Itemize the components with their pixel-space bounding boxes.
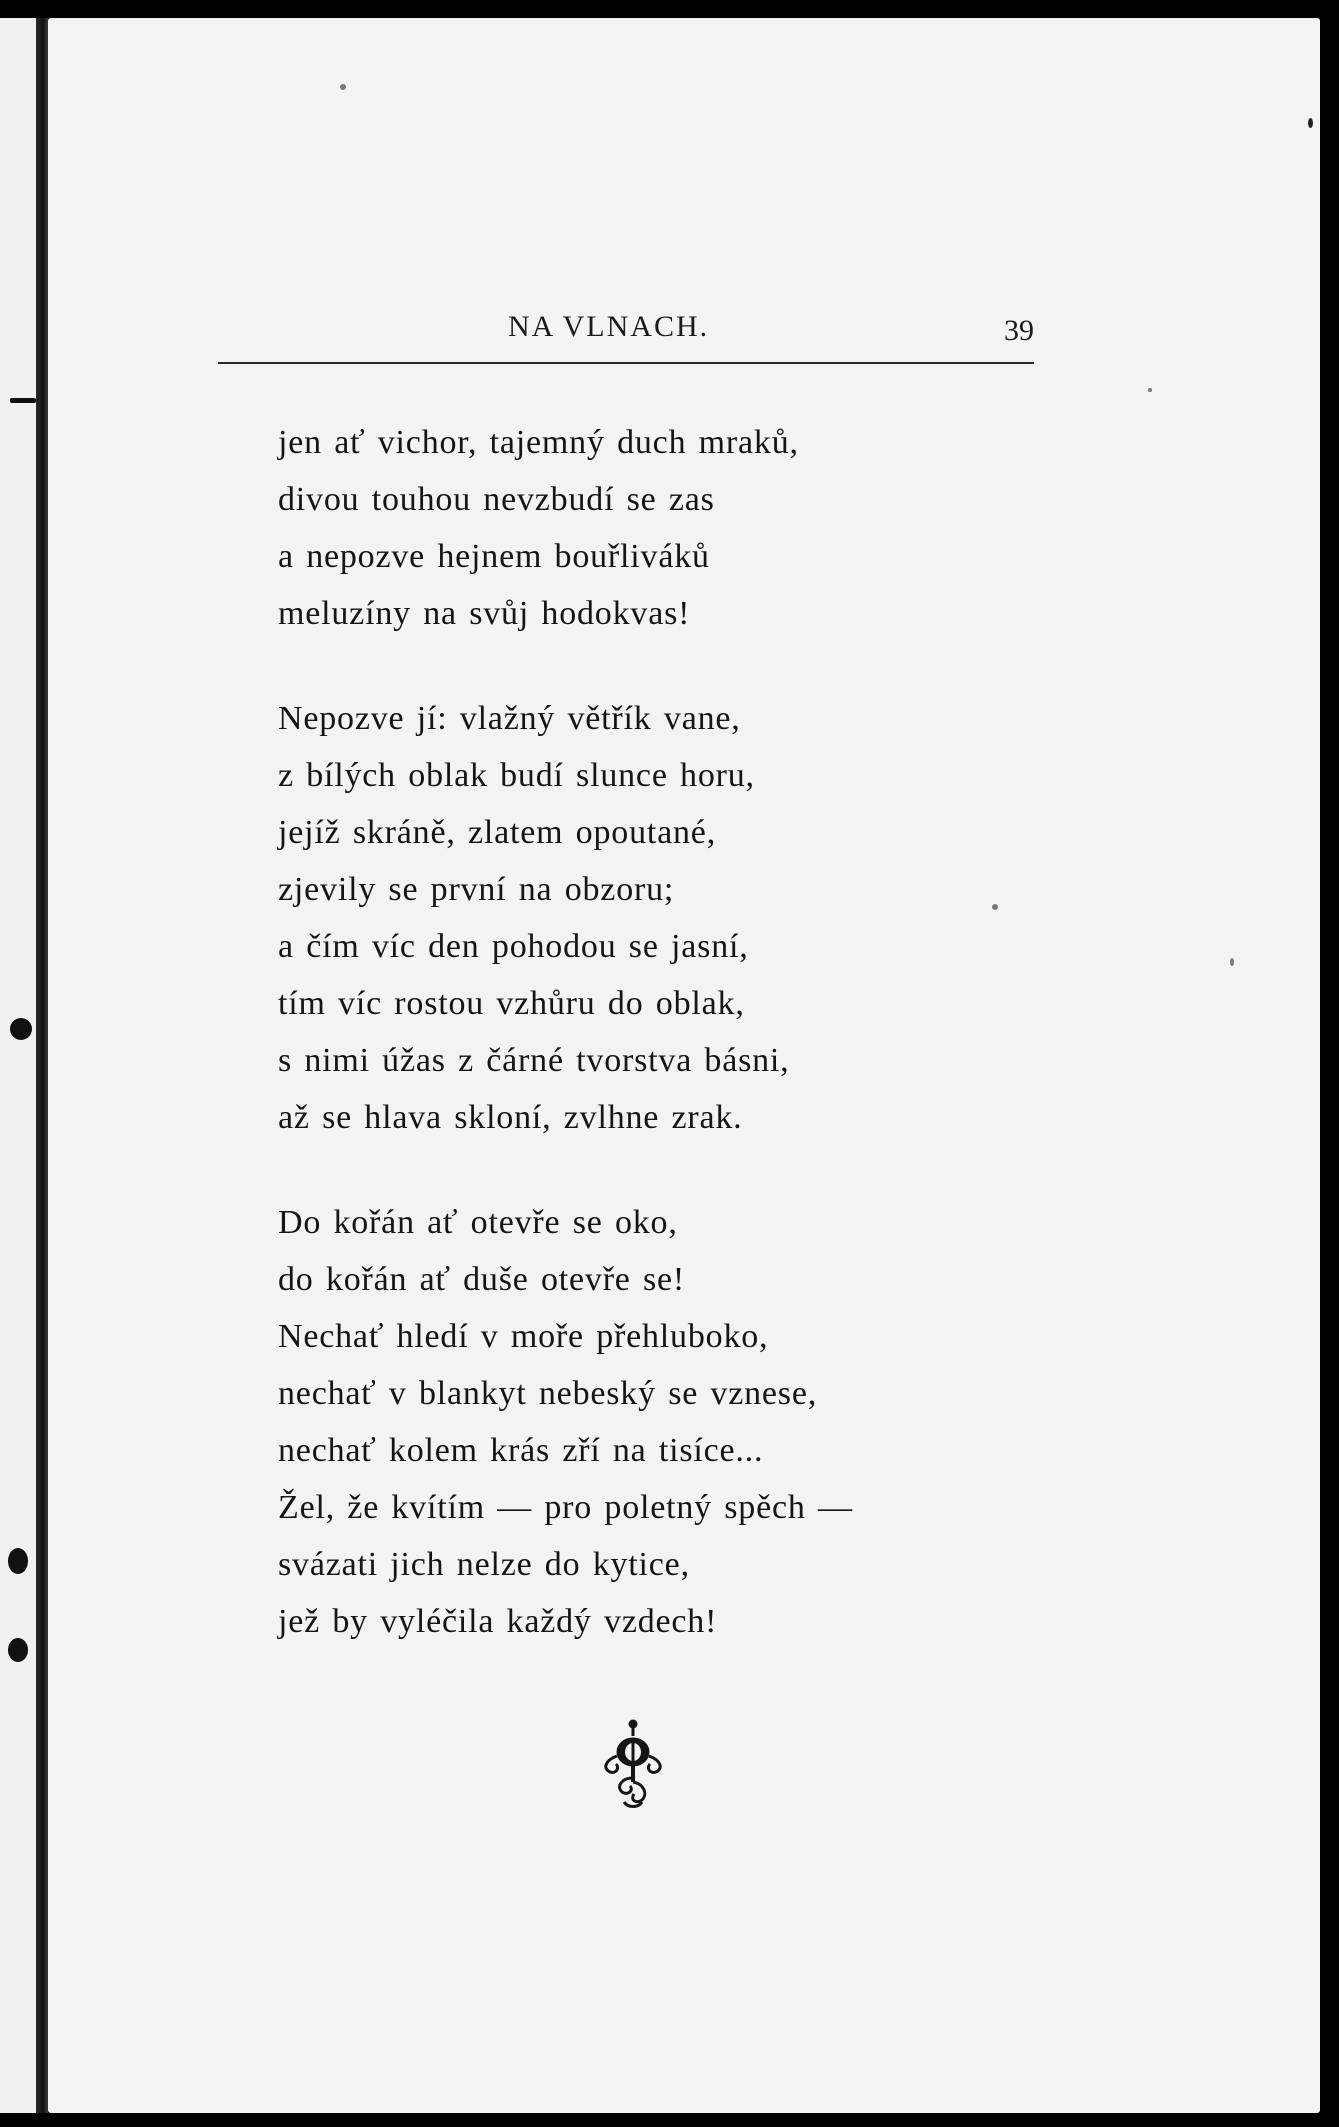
verse-line: nechať v blankyt nebeský se vznese, [278,1375,818,1412]
verse-line: Nepozve jí: vlažný větřík vane, [278,700,741,737]
verse-line: jež by vyléčila každý vzdech! [278,1603,718,1640]
page-number: 39 [1004,314,1034,347]
verse-line: svázati jich nelze do kytice, [278,1546,690,1583]
verse-line: jen ať vichor, tajemný duch mraků, [278,424,799,461]
running-header [218,310,1034,360]
paper-speck [992,904,998,910]
verse-line: divou touhou nevzbudí se zas [278,481,715,518]
paper-speck [1148,388,1152,392]
verse-line: tím víc rostou vzhůru do oblak, [278,985,745,1022]
ink-blot [10,1018,32,1040]
ink-blot [8,1548,28,1574]
verse-line: Žel, že kvítím — pro poletný spěch — [278,1489,853,1526]
header-rule [218,362,1034,364]
verse-line: a čím víc den pohodou se jasní, [278,928,749,965]
verse-line: jejíž skráně, zlatem opoutané, [278,814,716,851]
verse-line: a nepozve hejnem bouřliváků [278,538,710,575]
paper-speck [1230,958,1234,966]
verse-line: Nechať hledí v moře přehluboko, [278,1318,769,1355]
ink-blot [8,1638,28,1662]
verse-line: zjevily se první na obzoru; [278,871,675,908]
paper-speck [340,84,346,90]
ink-blot [10,398,36,403]
verse-line: do kořán ať duše otevře se! [278,1261,686,1298]
verse-line: Do kořán ať otevře se oko, [278,1204,678,1241]
verse-line: z bílých oblak budí slunce horu, [278,757,755,794]
running-title: NA VLNACH. [508,310,710,343]
paper-speck [1308,118,1313,128]
facing-page-edge [0,18,48,2113]
fleuron-icon [598,1716,668,1812]
verse-line: meluzíny na svůj hodokvas! [278,595,691,632]
verse-line: nechať kolem krás zří na tisíce... [278,1432,764,1469]
verse-line: až se hlava skloní, zvlhne zrak. [278,1099,743,1136]
book-spine [36,18,48,2113]
verse-line: s nimi úžas z čárné tvorstva básni, [278,1042,790,1079]
